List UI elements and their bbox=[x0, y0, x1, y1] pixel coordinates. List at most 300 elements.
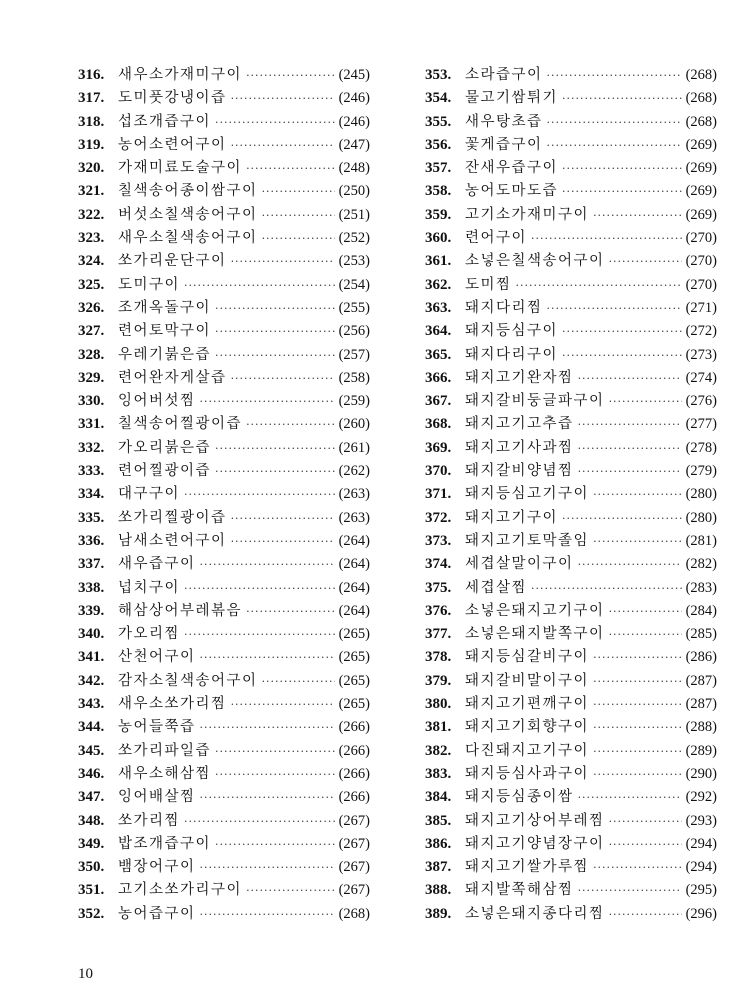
entry-page: (289) bbox=[685, 742, 717, 759]
dot-leader bbox=[516, 274, 682, 297]
entry-number: 360. bbox=[425, 230, 452, 247]
entry-page: (294) bbox=[685, 859, 717, 876]
dot-leader bbox=[593, 856, 682, 879]
dot-leader bbox=[215, 437, 335, 460]
toc-entry bbox=[78, 390, 370, 413]
entry-page: (246) bbox=[338, 113, 370, 130]
dot-leader bbox=[200, 646, 335, 669]
toc-entry bbox=[425, 250, 717, 273]
entry-number: 387. bbox=[425, 859, 452, 876]
entry-title: 돼지고기완자찜 bbox=[465, 369, 574, 386]
toc-entry bbox=[425, 344, 717, 367]
entry-number: 335. bbox=[78, 509, 105, 526]
entry-title: 새우탕초즙 bbox=[465, 113, 543, 130]
dot-leader bbox=[215, 460, 335, 483]
entry-page: (264) bbox=[338, 532, 370, 549]
toc-entry bbox=[78, 507, 370, 530]
dot-leader bbox=[231, 134, 335, 157]
toc-entry bbox=[425, 274, 717, 297]
dot-leader bbox=[246, 600, 335, 623]
toc-entry bbox=[425, 134, 717, 157]
toc-entry bbox=[78, 297, 370, 320]
toc-entry bbox=[425, 670, 717, 693]
dot-leader bbox=[184, 483, 335, 506]
entry-number: 359. bbox=[425, 206, 452, 223]
dot-leader bbox=[231, 367, 335, 390]
entry-title: 가재미료도술구이 bbox=[118, 160, 243, 177]
entry-page: (285) bbox=[685, 626, 717, 643]
entry-title: 다진돼지고기구이 bbox=[465, 742, 590, 759]
entry-number: 354. bbox=[425, 90, 452, 107]
entry-number: 350. bbox=[78, 859, 105, 876]
dot-leader bbox=[184, 810, 335, 833]
page-number: 10 bbox=[78, 966, 93, 982]
entry-page: (281) bbox=[685, 532, 717, 549]
entry-title: 련어구이 bbox=[465, 230, 528, 247]
entry-number: 340. bbox=[78, 626, 105, 643]
entry-page: (268) bbox=[338, 905, 370, 922]
entry-number: 331. bbox=[78, 416, 105, 433]
entry-title: 쏘가리찜 bbox=[118, 812, 181, 829]
entry-number: 370. bbox=[425, 463, 452, 480]
entry-page: (265) bbox=[338, 626, 370, 643]
toc-entry bbox=[78, 111, 370, 134]
dot-leader bbox=[262, 204, 335, 227]
toc-entry bbox=[425, 810, 717, 833]
entry-title: 새우소쏘가리찜 bbox=[118, 696, 227, 713]
entry-number: 382. bbox=[425, 742, 452, 759]
entry-title: 돼지고기회향구이 bbox=[465, 719, 590, 736]
entry-title: 소넣은돼지발쪽구이 bbox=[465, 626, 605, 643]
dot-leader bbox=[562, 87, 682, 110]
entry-number: 379. bbox=[425, 672, 452, 689]
toc-entry bbox=[425, 716, 717, 739]
toc-entry bbox=[425, 553, 717, 576]
entry-number: 321. bbox=[78, 183, 105, 200]
dot-leader bbox=[200, 553, 335, 576]
entry-page: (261) bbox=[338, 439, 370, 456]
dot-leader bbox=[593, 763, 682, 786]
entry-number: 342. bbox=[78, 672, 105, 689]
entry-page: (268) bbox=[685, 113, 717, 130]
toc-entry bbox=[78, 810, 370, 833]
entry-title: 소넣은돼지고기구이 bbox=[465, 602, 605, 619]
entry-page: (270) bbox=[685, 253, 717, 270]
toc-entry bbox=[425, 180, 717, 203]
entry-page: (266) bbox=[338, 742, 370, 759]
dot-leader bbox=[593, 670, 682, 693]
dot-leader bbox=[184, 577, 335, 600]
dot-leader bbox=[215, 111, 335, 134]
dot-leader bbox=[609, 390, 682, 413]
toc-entry bbox=[425, 763, 717, 786]
toc-entry bbox=[78, 856, 370, 879]
entry-page: (265) bbox=[338, 672, 370, 689]
toc-entry bbox=[425, 413, 717, 436]
entry-title: 소넣은칠색송어구이 bbox=[465, 253, 605, 270]
entry-title: 산천어구이 bbox=[118, 649, 196, 666]
entry-page: (248) bbox=[338, 160, 370, 177]
entry-title: 우레기붉은즙 bbox=[118, 346, 212, 363]
entry-number: 384. bbox=[425, 789, 452, 806]
dot-leader bbox=[531, 227, 682, 250]
toc-entry bbox=[425, 903, 717, 926]
dot-leader bbox=[609, 250, 682, 273]
entry-number: 337. bbox=[78, 556, 105, 573]
entry-title: 돼지등심갈비구이 bbox=[465, 649, 590, 666]
entry-title: 물고기쌈튀기 bbox=[465, 90, 559, 107]
toc-entry bbox=[78, 623, 370, 646]
entry-page: (273) bbox=[685, 346, 717, 363]
entry-title: 조개옥돌구이 bbox=[118, 299, 212, 316]
dot-leader bbox=[262, 180, 335, 203]
entry-page: (265) bbox=[338, 649, 370, 666]
entry-page: (280) bbox=[685, 486, 717, 503]
entry-number: 357. bbox=[425, 160, 452, 177]
entry-page: (258) bbox=[338, 369, 370, 386]
toc-entry bbox=[78, 64, 370, 87]
toc-entry bbox=[78, 716, 370, 739]
toc-entry bbox=[425, 507, 717, 530]
entry-title: 뱀장어구이 bbox=[118, 859, 196, 876]
entry-title: 돼지발쪽해삼찜 bbox=[465, 882, 574, 899]
entry-page: (268) bbox=[685, 90, 717, 107]
toc-entry bbox=[78, 530, 370, 553]
entry-title: 도미구이 bbox=[118, 276, 181, 293]
entry-page: (271) bbox=[685, 299, 717, 316]
entry-page: (293) bbox=[685, 812, 717, 829]
entry-title: 해삼상어부레볶음 bbox=[118, 602, 243, 619]
entry-number: 351. bbox=[78, 882, 105, 899]
entry-number: 368. bbox=[425, 416, 452, 433]
entry-title: 돼지갈비말이구이 bbox=[465, 672, 590, 689]
entry-number: 316. bbox=[78, 67, 105, 83]
entry-page: (277) bbox=[685, 416, 717, 433]
entry-title: 도미풋강냉이즙 bbox=[118, 90, 227, 107]
dot-leader bbox=[200, 903, 335, 926]
entry-page: (251) bbox=[338, 206, 370, 223]
entry-title: 감자소칠색송어구이 bbox=[118, 672, 258, 689]
entry-page: (266) bbox=[338, 765, 370, 782]
entry-title: 소넣은돼지종다리찜 bbox=[465, 905, 605, 922]
toc-entry bbox=[78, 274, 370, 297]
entry-page: (256) bbox=[338, 323, 370, 340]
toc-entry bbox=[78, 763, 370, 786]
entry-page: (257) bbox=[338, 346, 370, 363]
entry-title: 농어도마도즙 bbox=[465, 183, 559, 200]
entry-number: 355. bbox=[425, 113, 452, 130]
entry-number: 349. bbox=[78, 835, 105, 852]
dot-leader bbox=[215, 344, 335, 367]
entry-page: (292) bbox=[685, 789, 717, 806]
entry-title: 련어찔광이즙 bbox=[118, 463, 212, 480]
dot-leader bbox=[578, 786, 682, 809]
entry-number: 377. bbox=[425, 626, 452, 643]
entry-number: 376. bbox=[425, 602, 452, 619]
toc-entry bbox=[425, 740, 717, 763]
entry-number: 323. bbox=[78, 230, 105, 247]
dot-leader bbox=[246, 879, 335, 902]
entry-title: 잉어배살찜 bbox=[118, 789, 196, 806]
entry-title: 꽃게즙구이 bbox=[465, 136, 543, 153]
dot-leader bbox=[562, 344, 682, 367]
dot-leader bbox=[562, 320, 682, 343]
entry-number: 322. bbox=[78, 206, 105, 223]
toc-entry bbox=[78, 879, 370, 902]
entry-number: 375. bbox=[425, 579, 452, 596]
toc-entry bbox=[78, 204, 370, 227]
entry-number: 378. bbox=[425, 649, 452, 666]
dot-leader bbox=[593, 204, 682, 227]
entry-page: (266) bbox=[338, 789, 370, 806]
toc-entry bbox=[78, 553, 370, 576]
entry-title: 잉어버섯찜 bbox=[118, 393, 196, 410]
toc-entry bbox=[425, 833, 717, 856]
entry-page: (280) bbox=[685, 509, 717, 526]
entry-title: 돼지갈비둥글파구이 bbox=[465, 393, 605, 410]
entry-title: 넙치구이 bbox=[118, 579, 181, 596]
toc-entry bbox=[78, 693, 370, 716]
toc-entry bbox=[425, 600, 717, 623]
entry-title: 쏘가리운단구이 bbox=[118, 253, 227, 270]
entry-page: (278) bbox=[685, 439, 717, 456]
entry-title: 돼지고기쌀가루찜 bbox=[465, 859, 590, 876]
entry-number: 356. bbox=[425, 136, 452, 153]
entry-number: 320. bbox=[78, 160, 105, 177]
dot-leader bbox=[215, 833, 335, 856]
entry-number: 325. bbox=[78, 276, 105, 293]
dot-leader bbox=[547, 111, 682, 134]
entry-title: 농어즙구이 bbox=[118, 905, 196, 922]
entry-number: 361. bbox=[425, 253, 452, 270]
entry-page: (269) bbox=[685, 206, 717, 223]
entry-title: 돼지고기상어부레찜 bbox=[465, 812, 605, 829]
dot-leader bbox=[215, 320, 335, 343]
entry-number: 364. bbox=[425, 323, 452, 340]
entry-title: 돼지등심구이 bbox=[465, 323, 559, 340]
toc-entry bbox=[425, 483, 717, 506]
toc-entry bbox=[78, 460, 370, 483]
toc-entry bbox=[425, 390, 717, 413]
entry-title: 돼지고기토막졸임 bbox=[465, 532, 590, 549]
entry-page: (266) bbox=[338, 719, 370, 736]
entry-page: (252) bbox=[338, 230, 370, 247]
entry-page: (264) bbox=[338, 602, 370, 619]
entry-page: (270) bbox=[685, 230, 717, 247]
entry-number: 372. bbox=[425, 509, 452, 526]
toc-entry bbox=[78, 670, 370, 693]
entry-page: (250) bbox=[338, 183, 370, 200]
entry-number: 367. bbox=[425, 393, 452, 410]
dot-leader bbox=[215, 763, 335, 786]
dot-leader bbox=[262, 670, 335, 693]
toc-entry bbox=[425, 320, 717, 343]
entry-page: (290) bbox=[685, 765, 717, 782]
dot-leader bbox=[609, 600, 682, 623]
entry-number: 334. bbox=[78, 486, 105, 503]
entry-number: 326. bbox=[78, 299, 105, 316]
dot-leader bbox=[246, 157, 335, 180]
dot-leader bbox=[609, 903, 682, 926]
entry-title: 버섯소칠색송어구이 bbox=[118, 206, 258, 223]
entry-number: 343. bbox=[78, 696, 105, 713]
entry-page: (279) bbox=[685, 463, 717, 480]
dot-leader bbox=[578, 553, 682, 576]
dot-leader bbox=[547, 134, 682, 157]
entry-number: 341. bbox=[78, 649, 105, 666]
entry-page: (276) bbox=[685, 393, 717, 410]
entry-number: 374. bbox=[425, 556, 452, 573]
entry-title: 돼지고기사과찜 bbox=[465, 439, 574, 456]
entry-title: 섭조개즙구이 bbox=[118, 113, 212, 130]
entry-number: 329. bbox=[78, 369, 105, 386]
toc-entry bbox=[425, 786, 717, 809]
entry-title: 잔새우즙구이 bbox=[465, 160, 559, 177]
dot-leader bbox=[231, 250, 335, 273]
dot-leader bbox=[200, 716, 335, 739]
entry-number: 332. bbox=[78, 439, 105, 456]
entry-page: (264) bbox=[338, 556, 370, 573]
entry-number: 363. bbox=[425, 299, 452, 316]
entry-title: 도미찜 bbox=[465, 276, 512, 293]
toc-entry bbox=[78, 903, 370, 926]
dot-leader bbox=[578, 460, 682, 483]
entry-title: 농어들쭉즙 bbox=[118, 719, 196, 736]
entry-number: 348. bbox=[78, 812, 105, 829]
entry-number: 346. bbox=[78, 765, 105, 782]
entry-number: 339. bbox=[78, 602, 105, 619]
entry-title: 세겹살찜 bbox=[465, 579, 528, 596]
entry-page: (282) bbox=[685, 556, 717, 573]
dot-leader bbox=[184, 274, 335, 297]
toc-entry bbox=[78, 134, 370, 157]
toc-entry bbox=[78, 646, 370, 669]
toc-entry bbox=[78, 250, 370, 273]
toc-entry bbox=[425, 87, 717, 110]
dot-leader bbox=[593, 740, 682, 763]
toc-entry bbox=[425, 460, 717, 483]
toc-entry bbox=[425, 530, 717, 553]
entry-title: 련어토막구이 bbox=[118, 323, 212, 340]
entry-title: 고기소쏘가리구이 bbox=[118, 882, 243, 899]
entry-number: 381. bbox=[425, 719, 452, 736]
dot-leader bbox=[578, 879, 682, 902]
entry-page: (283) bbox=[685, 579, 717, 596]
entry-number: 324. bbox=[78, 253, 105, 270]
entry-page: (260) bbox=[338, 416, 370, 433]
entry-page: (269) bbox=[685, 160, 717, 177]
entry-number: 344. bbox=[78, 719, 105, 736]
entry-title: 가오리붉은즙 bbox=[118, 439, 212, 456]
entry-title: 돼지고기편깨구이 bbox=[465, 696, 590, 713]
entry-title: 고기소가재미구이 bbox=[465, 206, 590, 223]
toc-entry bbox=[78, 180, 370, 203]
entry-number: 369. bbox=[425, 439, 452, 456]
entry-page: (274) bbox=[685, 369, 717, 386]
dot-leader bbox=[215, 740, 335, 763]
dot-leader bbox=[231, 530, 335, 553]
toc-entry bbox=[425, 693, 717, 716]
entry-page: (268) bbox=[685, 67, 717, 83]
toc-entry bbox=[425, 157, 717, 180]
toc-entry bbox=[78, 320, 370, 343]
toc-entry bbox=[78, 786, 370, 809]
entry-title: 소라즙구이 bbox=[465, 67, 543, 83]
toc-entry bbox=[425, 204, 717, 227]
dot-leader bbox=[200, 786, 335, 809]
entry-page: (265) bbox=[338, 696, 370, 713]
entry-number: 317. bbox=[78, 90, 105, 107]
toc-entry bbox=[78, 833, 370, 856]
entry-page: (254) bbox=[338, 276, 370, 293]
entry-number: 365. bbox=[425, 346, 452, 363]
dot-leader bbox=[562, 180, 682, 203]
entry-number: 386. bbox=[425, 835, 452, 852]
dot-leader bbox=[200, 856, 335, 879]
entry-title: 밥조개즙구이 bbox=[118, 835, 212, 852]
entry-number: 383. bbox=[425, 765, 452, 782]
entry-title: 남새소련어구이 bbox=[118, 532, 227, 549]
dot-leader bbox=[231, 87, 335, 110]
dot-leader bbox=[547, 297, 682, 320]
entry-title: 돼지다리찜 bbox=[465, 299, 543, 316]
entry-title: 돼지등심고기구이 bbox=[465, 486, 590, 503]
entry-title: 돼지등심사과구이 bbox=[465, 765, 590, 782]
dot-leader bbox=[184, 623, 335, 646]
dot-leader bbox=[578, 413, 682, 436]
entry-number: 318. bbox=[78, 113, 105, 130]
toc-entry bbox=[78, 740, 370, 763]
toc-right-column bbox=[425, 64, 717, 926]
toc-entry bbox=[78, 87, 370, 110]
toc-entry bbox=[425, 437, 717, 460]
toc-left-column bbox=[78, 64, 370, 926]
entry-page: (296) bbox=[685, 905, 717, 922]
entry-title: 돼지다리구이 bbox=[465, 346, 559, 363]
toc-entry bbox=[78, 227, 370, 250]
toc-entry bbox=[78, 600, 370, 623]
entry-page: (270) bbox=[685, 276, 717, 293]
entry-number: 352. bbox=[78, 905, 105, 922]
entry-number: 358. bbox=[425, 183, 452, 200]
entry-number: 347. bbox=[78, 789, 105, 806]
entry-page: (247) bbox=[338, 136, 370, 153]
toc-entry bbox=[78, 413, 370, 436]
entry-number: 333. bbox=[78, 463, 105, 480]
dot-leader bbox=[609, 810, 682, 833]
dot-leader bbox=[231, 693, 335, 716]
dot-leader bbox=[231, 507, 335, 530]
entry-title: 새우소칠색송어구이 bbox=[118, 230, 258, 247]
entry-number: 330. bbox=[78, 393, 105, 410]
entry-number: 336. bbox=[78, 532, 105, 549]
dot-leader bbox=[593, 693, 682, 716]
entry-page: (286) bbox=[685, 649, 717, 666]
dot-leader bbox=[609, 833, 682, 856]
entry-page: (288) bbox=[685, 719, 717, 736]
entry-page: (295) bbox=[685, 882, 717, 899]
entry-title: 대구구이 bbox=[118, 486, 181, 503]
entry-page: (267) bbox=[338, 859, 370, 876]
toc-entry bbox=[425, 577, 717, 600]
entry-title: 새우소가재미구이 bbox=[118, 67, 243, 83]
entry-number: 327. bbox=[78, 323, 105, 340]
entry-page: (246) bbox=[338, 90, 370, 107]
entry-page: (245) bbox=[338, 67, 370, 83]
entry-title: 쏘가리찔광이즙 bbox=[118, 509, 227, 526]
toc-entry bbox=[78, 157, 370, 180]
entry-number: 353. bbox=[425, 67, 452, 83]
